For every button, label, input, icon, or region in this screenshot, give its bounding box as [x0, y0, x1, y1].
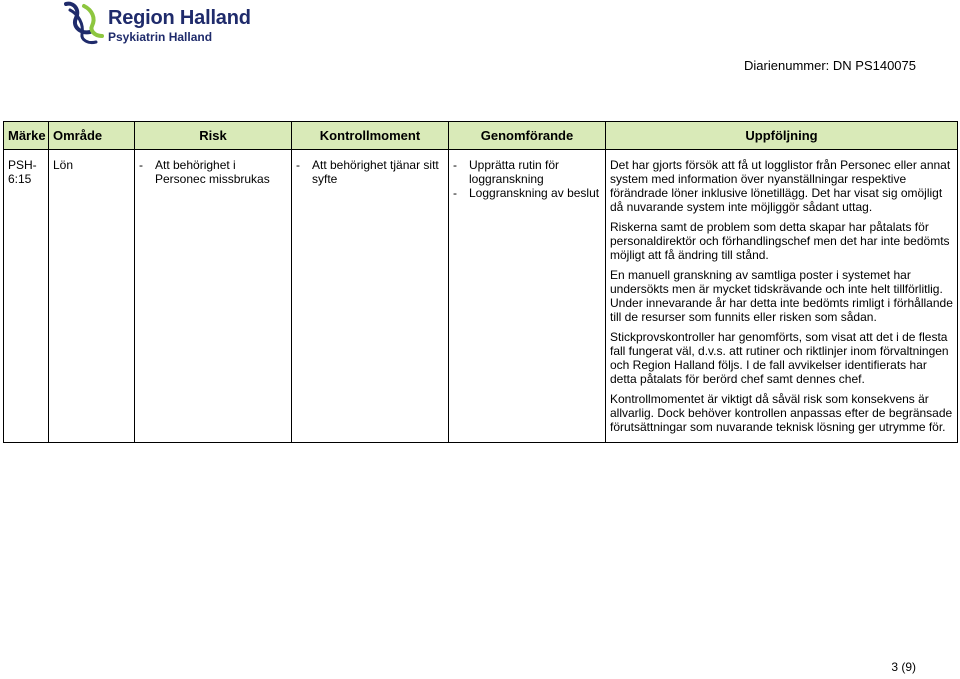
col-header-marke: Märke: [4, 122, 49, 150]
uppfoljning-paragraph: En manuell granskning av samtliga poster i systemet har undersökts men är mycket tidskrävande och inte helt tillförlitlig. Under innevarande år har detta inte bedömts rimligt i förhållande till de resurser som funnits eller risken som sådan.: [610, 268, 953, 324]
logo-name: Region Halland: [108, 7, 251, 29]
col-header-risk: Risk: [135, 122, 292, 150]
risk-item: [139, 158, 287, 186]
cell-omrade: Lön: [49, 150, 135, 443]
genomforande-item-text: Upprätta rutin för loggranskning: [469, 158, 560, 186]
col-header-kontrollmoment: Kontrollmoment: [292, 122, 449, 150]
risk-item-text: Att behörighet i Personec missbrukas: [155, 158, 270, 186]
table-row: [4, 150, 958, 443]
cell-uppfoljning: [606, 150, 958, 443]
dash-bullet: -: [453, 186, 457, 200]
dash-bullet: -: [296, 158, 300, 172]
page-number: 3 (9): [891, 660, 916, 674]
cell-marke: PSH-6:15: [4, 150, 49, 443]
uppfoljning-paragraph: Stickprovskontroller har genomförts, som visat att det i de flesta fall fungerat väl, d.v.s. att rutiner och riktlinjer inom förvaltningen och Region Halland följs. I de fall avvikelser identifierats har detta påtalats för berörd chef samt dennes chef.: [610, 330, 949, 386]
col-header-genomforande: Genomförande: [449, 122, 606, 150]
uppfoljning-paragraph: Kontrollmomentet är viktigt då såväl risk som konsekvens är allvarlig. Dock behöver kontrollen anpassas efter de begränsade förutsättningar som nuvarande teknisk lösning ger utrymme för.: [610, 392, 953, 434]
genomforande-item-text: Loggranskning av beslut: [469, 186, 600, 200]
uppfoljning-paragraph: Det har gjorts försök att få ut logglistor från Personec eller annat system med information över nyanställningar respektive förändrade löner inklusive lönetillägg. Det har visat sig omöjligt då nuvarande system inte möjliggör sådant uttag.: [610, 158, 951, 214]
cell-kontrollmoment: [292, 150, 449, 443]
logo-subtitle: Psykiatrin Halland: [108, 30, 213, 44]
dash-bullet: -: [453, 158, 457, 172]
genomforande-item: [453, 158, 601, 186]
genomforande-item: [453, 186, 601, 200]
table-header-row: [4, 122, 958, 150]
dash-bullet: -: [139, 158, 143, 172]
region-halland-logo: [62, 0, 262, 46]
region-halland-emblem-icon: [62, 0, 106, 46]
col-header-omrade: Område: [49, 122, 135, 150]
kontrollmoment-item-text: Att behörighet tjänar sitt syfte: [312, 158, 439, 186]
cell-risk: [135, 150, 292, 443]
risk-table: [3, 121, 958, 443]
uppfoljning-paragraph: Riskerna samt de problem som detta skapar har påtalats för personaldirektör och förhandlingschef men det har inte bedömts möjligt att få ändring till stånd.: [610, 220, 950, 262]
cell-genomforande: [449, 150, 606, 443]
diary-number: Diarienummer: DN PS140075: [744, 58, 916, 73]
col-header-uppfoljning: Uppföljning: [606, 122, 958, 150]
kontrollmoment-item: [296, 158, 444, 186]
